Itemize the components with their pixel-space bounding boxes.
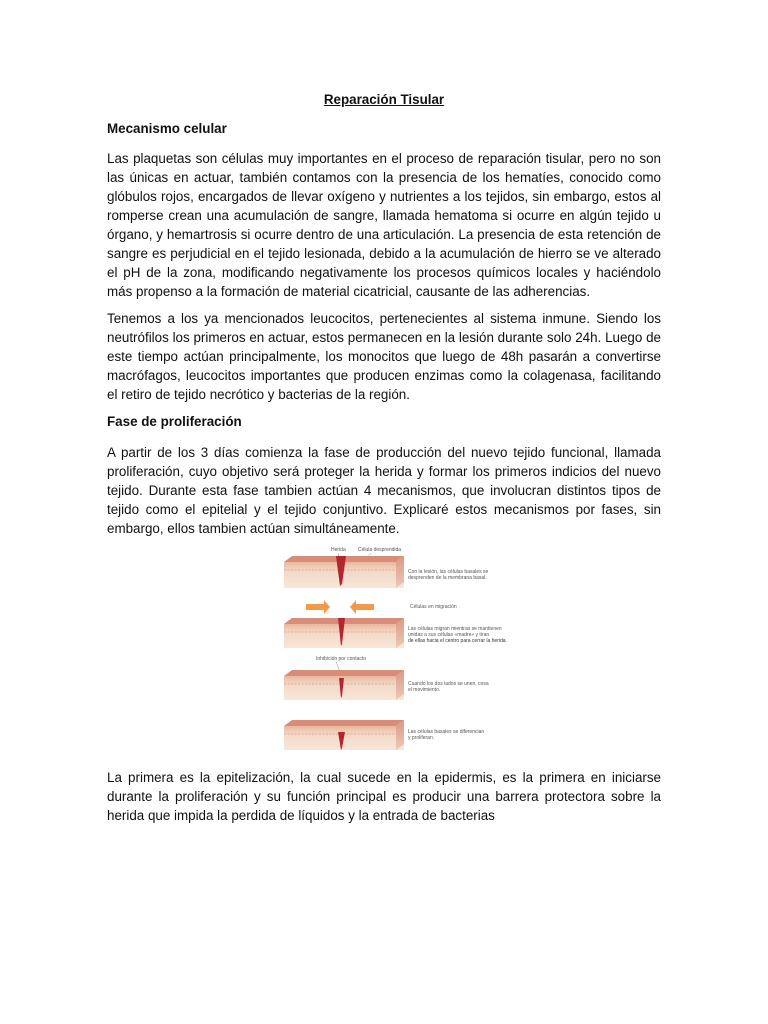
svg-text:Las células migran mientras se: Las células migran mientras se mantienen [408, 626, 502, 632]
figure-panel-3 [284, 656, 489, 700]
figure-label-celula: Célula desprendida [358, 547, 402, 553]
paragraph-plaquetas: Las plaquetas son células muy importantes en el proceso de reparación tisular, pero no son las únicas en actuar, también contamos con la presencia de los hematíes, conocido como glóbulos rojos, encargados de llevar oxígeno y nutrientes a los tejidos, sin embargo, estos al romperse crean una acumulación de sangre, llamada hematoma si ocurre en algún tejido u órgano, y hemartrosis si ocurre dentro de una articulación. La presencia de esta retención de sangre es perjudicial en el tejido lesionada, debido a la acumulación de hierro se ve alterado el pH de la zona, modificando negativamente los procesos químicos locales y haciéndolo más propenso a la formación de material cicatricial, causante de las adherencias. [107, 151, 661, 299]
document-title: Reparación Tisular [323, 92, 445, 107]
svg-text:Inhibición por contacto: Inhibición por contacto [316, 656, 367, 662]
svg-text:desprenden de la membrana basa: desprenden de la membrana basal. [408, 575, 487, 581]
figure-label-herida: Herida [331, 547, 346, 553]
section-heading-mecanismo: Mecanismo celular [107, 121, 227, 136]
section-heading-proliferacion: Fase de proliferación [107, 414, 242, 429]
svg-text:Células en migración: Células en migración [410, 604, 457, 610]
paragraph-epitelizacion: La primera es la epitelización, la cual sucede en la epidermis, es la primera en iniciarse durante la proliferación y su función principal es producir una barrera protectora sobre la herida que impida la perdida de líquidos y la entrada de bacterias [107, 770, 661, 823]
svg-text:Las células basales se diferen: Las células basales se diferencian [408, 729, 485, 735]
svg-text:Cuando los dos lados se unen,: Cuando los dos lados se unen, cesa [408, 681, 489, 687]
figure-panel-1 [284, 556, 489, 588]
svg-text:unidas a sus células «madre» y: unidas a sus células «madre» y tiran [408, 632, 490, 638]
paragraph-proliferacion: A partir de los 3 días comienza la fase de producción del nuevo tejido funcional, llamada proliferación, cuyo objetivo será proteger la herida y formar los primeros indicios del nuevo tejido. Durante esta fase tambien actúan 4 mecanismos, que involucran distintos tipos de tejido como el epitelial y el tejido conjuntivo. Explicaré estos mecanismos por fases, sin embargo, ellos tambien actúan simultáneamente. [107, 445, 661, 536]
epithelialization-figure [276, 540, 511, 755]
figure-panel-4 [284, 720, 484, 750]
svg-text:Con la lesión, las células bas: Con la lesión, las células basales se [408, 569, 489, 575]
figure-panel-2 [284, 600, 507, 648]
svg-text:y proliferan.: y proliferan. [408, 735, 435, 741]
paragraph-leucocitos: Tenemos a los ya mencionados leucocitos, pertenecientes al sistema inmune. Siendo los neutrófilos los primeros en actuar, estos permanecen en la lesión durante solo 24h. Luego de este tiempo actúan principalmente, los monocitos que luego de 48h pasarán a convertirse macrófagos, leucocitos importantes que producen enzimas como la colagenasa, facilitando el retiro de tejido necrótico y bacterias de la región. [107, 311, 661, 402]
figure-illustration [276, 540, 511, 755]
svg-text:el movimiento.: el movimiento. [408, 687, 441, 693]
svg-text:de ellas hacia el centro para: de ellas hacia el centro para cerrar la herida. [408, 638, 507, 644]
